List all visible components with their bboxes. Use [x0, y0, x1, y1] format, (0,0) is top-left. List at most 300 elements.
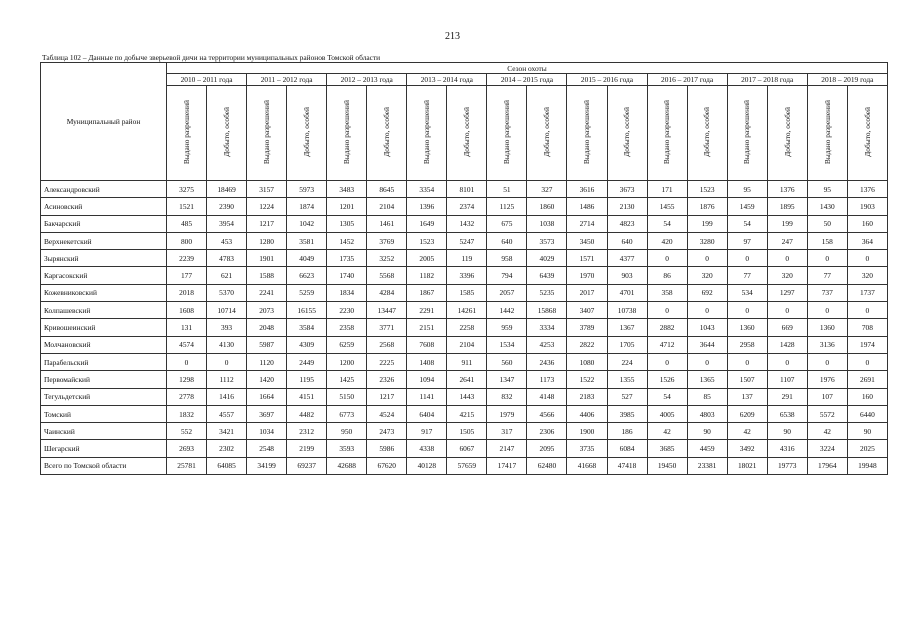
- value-cell: 119: [447, 250, 487, 267]
- value-cell: 2641: [447, 371, 487, 388]
- value-cell: 107: [807, 388, 847, 405]
- value-cell: 2548: [247, 440, 287, 457]
- value-cell: 6067: [447, 440, 487, 457]
- total-row: [41, 457, 888, 474]
- value-cell: 1876: [687, 198, 727, 215]
- value-cell: 1360: [807, 319, 847, 336]
- value-cell: 1042: [287, 215, 327, 232]
- animals-taken-column-header: [687, 86, 727, 181]
- value-cell: 0: [807, 302, 847, 319]
- year-header: 2013 – 2014 года: [407, 74, 487, 86]
- value-cell: 2095: [527, 440, 567, 457]
- value-cell: 3573: [527, 232, 567, 249]
- value-cell: 2025: [847, 440, 887, 457]
- value-cell: 358: [647, 284, 687, 301]
- table-row: [41, 423, 888, 440]
- value-cell: 3483: [327, 181, 367, 198]
- value-cell: 1217: [247, 215, 287, 232]
- value-cell: 4574: [167, 336, 207, 353]
- value-cell: 3954: [207, 215, 247, 232]
- column-header-label: Выдано разрешений: [822, 99, 832, 165]
- value-cell: 3616: [567, 181, 607, 198]
- value-cell: 3396: [447, 267, 487, 284]
- value-cell: 794: [487, 267, 527, 284]
- value-cell: 1224: [247, 198, 287, 215]
- value-cell: 40128: [407, 457, 447, 474]
- value-cell: 320: [847, 267, 887, 284]
- value-cell: 2882: [647, 319, 687, 336]
- value-cell: 95: [807, 181, 847, 198]
- value-cell: 6439: [527, 267, 567, 284]
- value-cell: 1120: [247, 353, 287, 370]
- value-cell: 560: [487, 353, 527, 370]
- district-name-cell: Парабельский: [41, 353, 167, 370]
- value-cell: 2147: [487, 440, 527, 457]
- animals-taken-column-header: [607, 86, 647, 181]
- value-cell: 1585: [447, 284, 487, 301]
- value-cell: 224: [607, 353, 647, 370]
- value-cell: 47418: [607, 457, 647, 474]
- value-cell: 15868: [527, 302, 567, 319]
- value-cell: 1298: [167, 371, 207, 388]
- value-cell: 1107: [767, 371, 807, 388]
- value-cell: 3224: [807, 440, 847, 457]
- table-row: [41, 388, 888, 405]
- value-cell: 4803: [687, 405, 727, 422]
- value-cell: 1874: [287, 198, 327, 215]
- value-cell: 4151: [287, 388, 327, 405]
- value-cell: 1217: [367, 388, 407, 405]
- value-cell: 4005: [647, 405, 687, 422]
- value-cell: 0: [767, 302, 807, 319]
- value-cell: 1901: [247, 250, 287, 267]
- value-cell: 90: [687, 423, 727, 440]
- value-cell: 97: [727, 232, 767, 249]
- value-cell: 186: [607, 423, 647, 440]
- value-cell: 4309: [287, 336, 327, 353]
- table-row: [41, 440, 888, 457]
- value-cell: 1571: [567, 250, 607, 267]
- value-cell: 42688: [327, 457, 367, 474]
- value-cell: 1461: [367, 215, 407, 232]
- table-caption: Таблица 102 – Данные по добыче зверьевой дичи на территории муниципальных районов Томской области: [42, 53, 381, 62]
- value-cell: 1195: [287, 371, 327, 388]
- table-header: [41, 63, 888, 181]
- value-cell: 0: [847, 250, 887, 267]
- column-header-label: Выдано разрешений: [342, 99, 351, 165]
- value-cell: 0: [767, 353, 807, 370]
- year-header: 2011 – 2012 года: [247, 74, 327, 86]
- value-cell: 1834: [327, 284, 367, 301]
- value-cell: 903: [607, 267, 647, 284]
- value-cell: 1903: [847, 198, 887, 215]
- value-cell: 13447: [367, 302, 407, 319]
- animals-taken-column-header: [287, 86, 327, 181]
- page-number: 213: [445, 31, 460, 42]
- animals-taken-column-header: [367, 86, 407, 181]
- district-name-cell: Колпашевский: [41, 302, 167, 319]
- value-cell: 0: [847, 353, 887, 370]
- value-cell: 317: [487, 423, 527, 440]
- value-cell: 2073: [247, 302, 287, 319]
- value-cell: 1534: [487, 336, 527, 353]
- value-cell: 42: [807, 423, 847, 440]
- issued-permits-column-header: [647, 86, 687, 181]
- value-cell: 54: [727, 215, 767, 232]
- value-cell: 1305: [327, 215, 367, 232]
- value-cell: 2104: [447, 336, 487, 353]
- value-cell: 25781: [167, 457, 207, 474]
- value-cell: 7608: [407, 336, 447, 353]
- value-cell: 199: [767, 215, 807, 232]
- value-cell: 77: [807, 267, 847, 284]
- value-cell: 1425: [327, 371, 367, 388]
- value-cell: 640: [607, 232, 647, 249]
- value-cell: 2225: [367, 353, 407, 370]
- season-header: Сезон охоты: [167, 63, 888, 74]
- value-cell: 2291: [407, 302, 447, 319]
- value-cell: 42: [727, 423, 767, 440]
- value-cell: 5987: [247, 336, 287, 353]
- value-cell: 6440: [847, 405, 887, 422]
- value-cell: 1347: [487, 371, 527, 388]
- value-cell: 1608: [167, 302, 207, 319]
- year-header: 2015 – 2016 года: [567, 74, 647, 86]
- value-cell: 2104: [367, 198, 407, 215]
- table-row: [41, 405, 888, 422]
- value-cell: 17417: [487, 457, 527, 474]
- table-row: [41, 302, 888, 319]
- value-cell: 19450: [647, 457, 687, 474]
- value-cell: 41668: [567, 457, 607, 474]
- value-cell: 0: [647, 353, 687, 370]
- value-cell: 1443: [447, 388, 487, 405]
- value-cell: 1507: [727, 371, 767, 388]
- value-cell: 3985: [607, 405, 647, 422]
- value-cell: 1649: [407, 215, 447, 232]
- value-cell: 1112: [207, 371, 247, 388]
- value-cell: 3421: [207, 423, 247, 440]
- value-cell: 320: [767, 267, 807, 284]
- value-cell: 2302: [207, 440, 247, 457]
- value-cell: 1416: [207, 388, 247, 405]
- value-cell: 50: [807, 215, 847, 232]
- value-cell: 3789: [567, 319, 607, 336]
- value-cell: 95: [727, 181, 767, 198]
- value-cell: 16155: [287, 302, 327, 319]
- value-cell: 160: [847, 215, 887, 232]
- value-cell: 1737: [847, 284, 887, 301]
- column-header-label: Добыто, особей: [702, 107, 712, 157]
- value-cell: 4701: [607, 284, 647, 301]
- value-cell: 675: [487, 215, 527, 232]
- year-header: 2017 – 2018 года: [727, 74, 807, 86]
- value-cell: 0: [767, 250, 807, 267]
- value-cell: 534: [727, 284, 767, 301]
- value-cell: 2822: [567, 336, 607, 353]
- value-cell: 5235: [527, 284, 567, 301]
- value-cell: 4823: [607, 215, 647, 232]
- value-cell: 17964: [807, 457, 847, 474]
- value-cell: 2958: [727, 336, 767, 353]
- value-cell: 5370: [207, 284, 247, 301]
- value-cell: 1376: [847, 181, 887, 198]
- value-cell: 6773: [327, 405, 367, 422]
- value-cell: 4338: [407, 440, 447, 457]
- value-cell: 6209: [727, 405, 767, 422]
- value-cell: 3673: [607, 181, 647, 198]
- value-cell: 5572: [807, 405, 847, 422]
- district-name-cell: Асиновский: [41, 198, 167, 215]
- value-cell: 420: [647, 232, 687, 249]
- value-cell: 0: [727, 353, 767, 370]
- value-cell: 2473: [367, 423, 407, 440]
- district-name-cell: Тегульдетский: [41, 388, 167, 405]
- value-cell: 90: [847, 423, 887, 440]
- table-body: [41, 181, 888, 475]
- column-header-label: Добыто, особей: [542, 107, 552, 157]
- value-cell: 0: [687, 353, 727, 370]
- value-cell: 950: [327, 423, 367, 440]
- value-cell: 4377: [607, 250, 647, 267]
- value-cell: 1201: [327, 198, 367, 215]
- value-cell: 1430: [807, 198, 847, 215]
- district-name-cell: Кожевниковский: [41, 284, 167, 301]
- value-cell: 0: [207, 353, 247, 370]
- district-name-cell: Кривошеинский: [41, 319, 167, 336]
- value-cell: 4459: [687, 440, 727, 457]
- value-cell: 1428: [767, 336, 807, 353]
- value-cell: 6404: [407, 405, 447, 422]
- value-cell: 2057: [487, 284, 527, 301]
- value-cell: 137: [727, 388, 767, 405]
- value-cell: 64085: [207, 457, 247, 474]
- issued-permits-column-header: [407, 86, 447, 181]
- value-cell: 69237: [287, 457, 327, 474]
- value-cell: 14261: [447, 302, 487, 319]
- value-cell: 57659: [447, 457, 487, 474]
- value-cell: 2151: [407, 319, 447, 336]
- value-cell: 1043: [687, 319, 727, 336]
- value-cell: 5986: [367, 440, 407, 457]
- value-cell: 800: [167, 232, 207, 249]
- value-cell: 1976: [807, 371, 847, 388]
- value-cell: 10738: [607, 302, 647, 319]
- table-row: [41, 198, 888, 215]
- value-cell: 1200: [327, 353, 367, 370]
- table-row: [41, 215, 888, 232]
- value-cell: 2449: [287, 353, 327, 370]
- value-cell: 1588: [247, 267, 287, 284]
- value-cell: 3492: [727, 440, 767, 457]
- value-cell: 2183: [567, 388, 607, 405]
- table-row: [41, 250, 888, 267]
- district-column-header: Муниципальный район: [41, 63, 167, 181]
- value-cell: 177: [167, 267, 207, 284]
- value-cell: 320: [687, 267, 727, 284]
- value-cell: 364: [847, 232, 887, 249]
- value-cell: 54: [647, 388, 687, 405]
- value-cell: 19773: [767, 457, 807, 474]
- value-cell: 2312: [287, 423, 327, 440]
- value-cell: 6623: [287, 267, 327, 284]
- district-name-cell: Молчановский: [41, 336, 167, 353]
- animals-taken-column-header: [207, 86, 247, 181]
- value-cell: 3584: [287, 319, 327, 336]
- value-cell: 158: [807, 232, 847, 249]
- value-cell: 1034: [247, 423, 287, 440]
- issued-permits-column-header: [247, 86, 287, 181]
- issued-permits-column-header: [167, 86, 207, 181]
- value-cell: 4482: [287, 405, 327, 422]
- value-cell: 669: [767, 319, 807, 336]
- district-name-cell: Томский: [41, 405, 167, 422]
- value-cell: 42: [647, 423, 687, 440]
- value-cell: 1459: [727, 198, 767, 215]
- value-cell: 1094: [407, 371, 447, 388]
- value-cell: 4215: [447, 405, 487, 422]
- value-cell: 1455: [647, 198, 687, 215]
- value-cell: 4406: [567, 405, 607, 422]
- value-cell: 67620: [367, 457, 407, 474]
- value-cell: 1173: [527, 371, 567, 388]
- district-name-cell: Всего по Томской области: [41, 457, 167, 474]
- column-header-label: Выдано разрешений: [502, 99, 512, 165]
- value-cell: 1125: [487, 198, 527, 215]
- value-cell: 3697: [247, 405, 287, 422]
- value-cell: 6538: [767, 405, 807, 422]
- district-name-cell: Верхнекетский: [41, 232, 167, 249]
- value-cell: 86: [647, 267, 687, 284]
- value-cell: 247: [767, 232, 807, 249]
- value-cell: 0: [687, 302, 727, 319]
- value-cell: 1664: [247, 388, 287, 405]
- value-cell: 34199: [247, 457, 287, 474]
- value-cell: 621: [207, 267, 247, 284]
- value-cell: 2258: [447, 319, 487, 336]
- value-cell: 2005: [407, 250, 447, 267]
- value-cell: 171: [647, 181, 687, 198]
- year-header: 2016 – 2017 года: [647, 74, 727, 86]
- issued-permits-column-header: [807, 86, 847, 181]
- value-cell: 2358: [327, 319, 367, 336]
- value-cell: 3450: [567, 232, 607, 249]
- district-name-cell: Каргасокский: [41, 267, 167, 284]
- value-cell: 2714: [567, 215, 607, 232]
- value-cell: 1038: [527, 215, 567, 232]
- value-cell: 10714: [207, 302, 247, 319]
- value-cell: 5150: [327, 388, 367, 405]
- value-cell: 0: [647, 250, 687, 267]
- value-cell: 3593: [327, 440, 367, 457]
- table-row: [41, 267, 888, 284]
- value-cell: 1523: [687, 181, 727, 198]
- district-name-cell: Чаинский: [41, 423, 167, 440]
- value-cell: 0: [687, 250, 727, 267]
- value-cell: 2691: [847, 371, 887, 388]
- animals-taken-column-header: [527, 86, 567, 181]
- value-cell: 4316: [767, 440, 807, 457]
- value-cell: 1360: [727, 319, 767, 336]
- value-cell: 1735: [327, 250, 367, 267]
- value-cell: 1895: [767, 198, 807, 215]
- value-cell: 2230: [327, 302, 367, 319]
- value-cell: 1867: [407, 284, 447, 301]
- value-cell: 1408: [407, 353, 447, 370]
- value-cell: 4284: [367, 284, 407, 301]
- value-cell: 640: [487, 232, 527, 249]
- value-cell: 2130: [607, 198, 647, 215]
- value-cell: 3685: [647, 440, 687, 457]
- value-cell: 3644: [687, 336, 727, 353]
- value-cell: 131: [167, 319, 207, 336]
- value-cell: 1860: [527, 198, 567, 215]
- year-header: 2010 – 2011 года: [167, 74, 247, 86]
- animals-taken-column-header: [447, 86, 487, 181]
- value-cell: 85: [687, 388, 727, 405]
- value-cell: 1420: [247, 371, 287, 388]
- value-cell: 4049: [287, 250, 327, 267]
- value-cell: 327: [527, 181, 567, 198]
- value-cell: 3280: [687, 232, 727, 249]
- value-cell: 1526: [647, 371, 687, 388]
- value-cell: 6084: [607, 440, 647, 457]
- value-cell: 2018: [167, 284, 207, 301]
- value-cell: 2568: [367, 336, 407, 353]
- table-row: [41, 336, 888, 353]
- value-cell: 692: [687, 284, 727, 301]
- value-cell: 917: [407, 423, 447, 440]
- value-cell: 0: [167, 353, 207, 370]
- column-header-label: Добыто, особей: [301, 107, 311, 157]
- value-cell: 2048: [247, 319, 287, 336]
- value-cell: 1297: [767, 284, 807, 301]
- value-cell: 1365: [687, 371, 727, 388]
- value-cell: 4148: [527, 388, 567, 405]
- value-cell: 708: [847, 319, 887, 336]
- value-cell: 3157: [247, 181, 287, 198]
- value-cell: 291: [767, 388, 807, 405]
- value-cell: 19948: [847, 457, 887, 474]
- value-cell: 0: [807, 250, 847, 267]
- table-row: [41, 232, 888, 249]
- value-cell: 1355: [607, 371, 647, 388]
- value-cell: 0: [727, 250, 767, 267]
- value-cell: 2017: [567, 284, 607, 301]
- value-cell: 2241: [247, 284, 287, 301]
- value-cell: 2326: [367, 371, 407, 388]
- value-cell: 3581: [287, 232, 327, 249]
- column-header-label: Выдано разрешений: [422, 99, 432, 165]
- value-cell: 4130: [207, 336, 247, 353]
- year-header: 2018 – 2019 года: [807, 74, 887, 86]
- value-cell: 199: [687, 215, 727, 232]
- issued-permits-column-header: [567, 86, 607, 181]
- year-header: 2014 – 2015 года: [487, 74, 567, 86]
- value-cell: 453: [207, 232, 247, 249]
- value-cell: 2778: [167, 388, 207, 405]
- district-name-cell: Бакчарский: [41, 215, 167, 232]
- column-header-label: Добыто, особей: [462, 107, 472, 157]
- value-cell: 1396: [407, 198, 447, 215]
- value-cell: 737: [807, 284, 847, 301]
- table-row: [41, 353, 888, 370]
- value-cell: 1452: [327, 232, 367, 249]
- value-cell: 2436: [527, 353, 567, 370]
- value-cell: 527: [607, 388, 647, 405]
- value-cell: 8101: [447, 181, 487, 198]
- value-cell: 90: [767, 423, 807, 440]
